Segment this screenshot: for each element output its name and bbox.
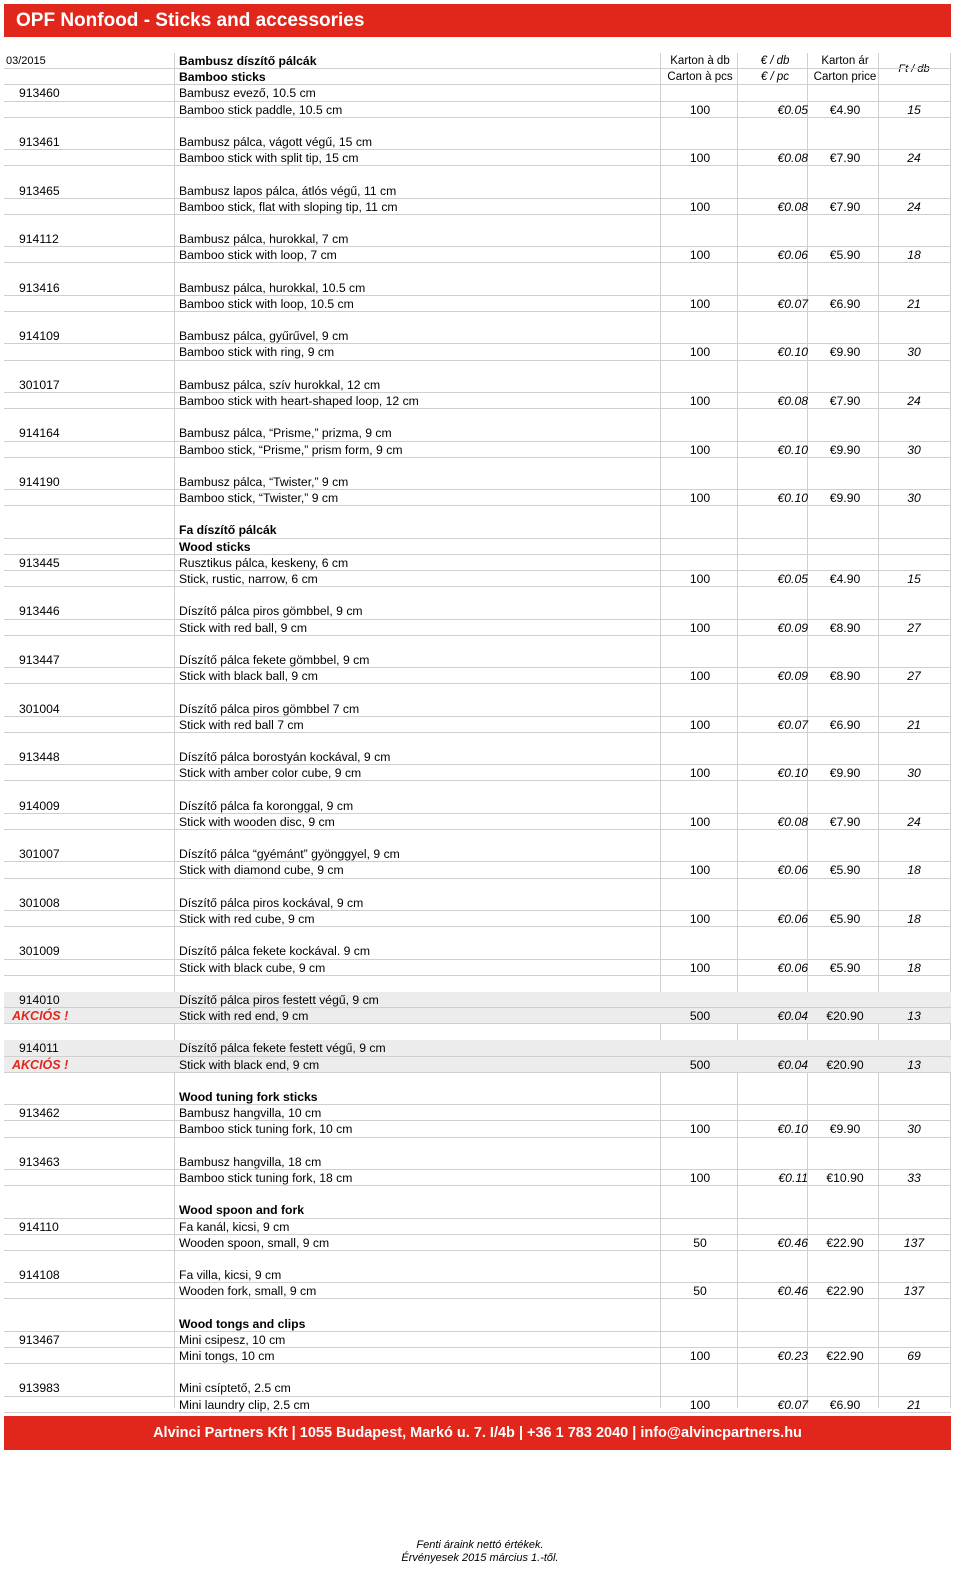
spacer-row xyxy=(4,636,951,652)
product-description: Díszítő pálca piros gömbbel 7 cm xyxy=(179,701,360,716)
spacer-row xyxy=(4,263,951,279)
product-description: Stick with red cube, 9 cm xyxy=(179,911,315,926)
carton-price: €7.90 xyxy=(829,814,861,829)
table-row xyxy=(4,1008,951,1024)
eur-per-pc: €0.10 xyxy=(777,766,808,781)
product-code: 914112 xyxy=(19,232,59,247)
table-row xyxy=(4,814,951,830)
product-code: 913462 xyxy=(19,1106,60,1121)
ft-per-pc: 27 xyxy=(907,669,921,684)
table-row xyxy=(4,344,951,360)
ft-per-pc: 18 xyxy=(907,863,921,878)
spacer-row xyxy=(4,684,951,700)
spacer-row xyxy=(4,312,951,328)
eur-per-pc: €0.07 xyxy=(777,717,808,732)
carton-price: €7.90 xyxy=(829,393,861,408)
carton-pcs: 100 xyxy=(689,1122,711,1137)
carton-price: €7.90 xyxy=(829,199,861,214)
product-description: Bamboo stick, “Twister,” 9 cm xyxy=(179,491,339,506)
sale-badge: AKCIÓS ! xyxy=(12,1009,69,1024)
product-description: Bambusz díszítő pálcák xyxy=(179,54,317,68)
carton-price: €6.90 xyxy=(829,1397,861,1412)
product-description: Bamboo stick with split tip, 15 cm xyxy=(179,151,359,166)
ft-per-pc: 15 xyxy=(907,572,921,586)
eur-per-pc: €0.10 xyxy=(777,491,808,506)
table-row xyxy=(4,280,951,296)
table-row xyxy=(4,895,951,911)
product-code: 914009 xyxy=(19,798,60,813)
eur-per-pc: €0.08 xyxy=(777,199,808,214)
carton-pcs: 100 xyxy=(689,1170,711,1185)
ft-per-pc: 30 xyxy=(907,345,921,360)
table-row xyxy=(4,652,951,668)
spacer-row xyxy=(4,733,951,749)
product-description: Bambusz pálca, “Prisme,” prizma, 9 cm xyxy=(179,426,392,441)
product-description: Bambusz lapos pálca, átlós végű, 11 cm xyxy=(179,183,397,198)
table-row xyxy=(4,992,951,1008)
table-row xyxy=(4,1105,951,1121)
table-row xyxy=(4,943,951,959)
carton-pcs: 100 xyxy=(689,491,711,506)
spacer-row xyxy=(4,927,951,943)
carton-price: Carton price xyxy=(813,71,877,84)
spacer-row xyxy=(4,1186,951,1202)
table-row xyxy=(4,393,951,409)
table-row xyxy=(4,1154,951,1170)
carton-pcs: 100 xyxy=(689,717,711,732)
carton-price: €7.90 xyxy=(829,151,861,166)
carton-price: €9.90 xyxy=(829,491,861,506)
product-code: 914190 xyxy=(19,474,60,489)
eur-per-pc: €0.07 xyxy=(777,296,808,311)
table-row xyxy=(4,960,951,976)
carton-pcs: 100 xyxy=(689,1397,711,1412)
carton-pcs: 100 xyxy=(689,572,711,586)
product-description: Bambusz pálca, hurokkal, 10.5 cm xyxy=(179,280,366,295)
ft-per-pc: 24 xyxy=(907,393,921,408)
table-row xyxy=(4,474,951,490)
carton-price: €9.90 xyxy=(829,766,861,781)
table-row xyxy=(4,846,951,862)
product-code: 301007 xyxy=(19,847,60,862)
eur-per-pc: €0.05 xyxy=(777,102,808,117)
spacer-row xyxy=(4,166,951,182)
product-description: Bambusz evező, 10.5 cm xyxy=(179,86,316,101)
eur-per-pc: €0.10 xyxy=(777,1122,808,1137)
ft-per-pc: 21 xyxy=(907,717,921,732)
table-row xyxy=(4,1267,951,1283)
eur-per-pc: €0.05 xyxy=(777,572,808,586)
table-row xyxy=(4,377,951,393)
table-row xyxy=(4,425,951,441)
product-code: 913467 xyxy=(19,1332,60,1347)
product-code: 913445 xyxy=(19,555,60,570)
ft-per-pc: 30 xyxy=(907,442,921,457)
carton-price: €5.90 xyxy=(829,863,861,878)
ft-per-pc-header: Ft / db xyxy=(898,63,930,75)
product-description: Bamboo stick, “Prisme,” prism form, 9 cm xyxy=(179,442,403,457)
table-row xyxy=(4,1121,951,1137)
product-description: Stick with black ball, 9 cm xyxy=(179,669,318,684)
ft-per-pc: 21 xyxy=(907,296,921,311)
table-row xyxy=(4,1283,951,1299)
table-row xyxy=(4,231,951,247)
ft-per-pc: 24 xyxy=(907,151,921,166)
carton-price: €8.90 xyxy=(829,669,861,684)
carton-price: €5.90 xyxy=(829,960,861,975)
carton-pcs: 50 xyxy=(693,1235,707,1250)
eur-per-pc: € / db xyxy=(760,55,790,67)
table-row xyxy=(4,701,951,717)
eur-per-pc: €0.08 xyxy=(777,814,808,829)
ft-per-pc: 30 xyxy=(907,766,921,781)
carton-pcs: 100 xyxy=(689,151,711,166)
product-description: Díszítő pálca piros kockával, 9 cm xyxy=(179,895,364,910)
carton-pcs: 100 xyxy=(689,960,711,975)
product-code: 913465 xyxy=(19,183,60,198)
product-description: Wood tuning fork sticks xyxy=(179,1090,318,1104)
table-row xyxy=(4,862,951,878)
product-description: Mini laundry clip, 2.5 cm xyxy=(179,1397,310,1412)
product-description: Stick with red end, 9 cm xyxy=(179,1009,309,1024)
section-heading-row xyxy=(4,522,951,538)
eur-per-pc: €0.06 xyxy=(777,248,808,263)
eur-per-pc: €0.23 xyxy=(777,1349,808,1363)
carton-price: €6.90 xyxy=(829,296,861,311)
product-description: Fa díszítő pálcák xyxy=(179,523,277,538)
footnote-line-2: Érvényesek 2015 március 1.-től. xyxy=(401,1552,559,1564)
product-description: Wood spoon and fork xyxy=(179,1203,305,1218)
carton-pcs: 100 xyxy=(689,442,711,457)
product-code: 914164 xyxy=(19,426,60,441)
product-description: Bambusz pálca, hurokkal, 7 cm xyxy=(179,232,349,247)
product-description: Stick with red ball 7 cm xyxy=(179,717,304,732)
table-row xyxy=(4,1397,951,1413)
table-row xyxy=(4,620,951,636)
product-description: Stick with black cube, 9 cm xyxy=(179,960,326,975)
spacer-row xyxy=(4,458,951,474)
column-header-row xyxy=(4,69,951,85)
product-description: Bamboo stick tuning fork, 10 cm xyxy=(179,1122,353,1137)
carton-pcs: Carton à pcs xyxy=(667,71,733,84)
ft-per-pc: 27 xyxy=(907,620,921,635)
carton-price: €22.90 xyxy=(826,1349,864,1363)
eur-per-pc: €0.10 xyxy=(777,345,808,360)
product-code: 913461 xyxy=(19,134,60,149)
table-row xyxy=(4,765,951,781)
product-description: Bamboo stick, flat with sloping tip, 11 cm xyxy=(179,199,398,214)
product-code: 914010 xyxy=(19,992,60,1007)
product-code: 301009 xyxy=(19,944,60,959)
carton-pcs: 100 xyxy=(689,620,711,635)
spacer-row xyxy=(4,976,951,992)
product-code: 913446 xyxy=(19,604,60,619)
product-description: Bamboo stick with heart-shaped loop, 12 cm xyxy=(179,393,419,408)
footer-contact: Alvinci Partners Kft | 1055 Budapest, Markó u. 7. I/4b | +36 1 783 2040 | info@alvincpartners.hu xyxy=(4,1416,951,1450)
column-header-row xyxy=(4,53,951,69)
carton-price: €4.90 xyxy=(829,572,861,586)
table-row xyxy=(4,442,951,458)
footnote-line-1: Fenti áraink nettó értékek. xyxy=(416,1539,544,1551)
spacer-row xyxy=(4,361,951,377)
sale-badge: AKCIÓS ! xyxy=(12,1057,69,1072)
product-description: Mini csipesz, 10 cm xyxy=(179,1332,286,1347)
product-code: 913447 xyxy=(19,652,60,667)
table-row xyxy=(4,1170,951,1186)
product-description: Stick with black end, 9 cm xyxy=(179,1057,320,1072)
product-code: 913463 xyxy=(19,1154,60,1169)
carton-price: €10.90 xyxy=(826,1170,864,1185)
spacer-row xyxy=(4,1024,951,1040)
ft-per-pc: 13 xyxy=(907,1057,921,1072)
carton-pcs: 500 xyxy=(689,1057,711,1072)
product-code: 913448 xyxy=(19,750,60,765)
table-row xyxy=(4,571,951,587)
eur-per-pc: €0.06 xyxy=(777,911,808,926)
carton-pcs: 100 xyxy=(689,814,711,829)
product-description: Bambusz hangvilla, 18 cm xyxy=(179,1154,322,1169)
product-description: Bamboo stick with ring, 9 cm xyxy=(179,345,335,360)
table-row xyxy=(4,85,951,101)
product-description: Stick with amber color cube, 9 cm xyxy=(179,766,362,781)
product-code: 913416 xyxy=(19,280,60,295)
section-heading-row xyxy=(4,539,951,555)
ft-per-pc: 18 xyxy=(907,960,921,975)
spacer-row xyxy=(4,879,951,895)
eur-per-pc: €0.09 xyxy=(777,669,808,684)
product-description: Fa kanál, kicsi, 9 cm xyxy=(179,1219,290,1234)
table-row xyxy=(4,1348,951,1364)
product-code: 914109 xyxy=(19,329,60,344)
eur-per-pc: € / pc xyxy=(760,71,790,84)
product-description: Mini tongs, 10 cm xyxy=(179,1349,275,1363)
carton-pcs: 500 xyxy=(689,1009,711,1024)
carton-pcs: 100 xyxy=(689,296,711,311)
ft-per-pc: 30 xyxy=(907,491,921,506)
product-description: Díszítő pálca fa koronggal, 9 cm xyxy=(179,798,354,813)
carton-pcs: 100 xyxy=(689,1349,711,1363)
carton-pcs: 100 xyxy=(689,345,711,360)
table-row xyxy=(4,328,951,344)
carton-price: €20.90 xyxy=(826,1009,864,1024)
spacer-row xyxy=(4,1299,951,1315)
product-description: Díszítő pálca piros gömbbel, 9 cm xyxy=(179,604,363,619)
ft-per-pc: 69 xyxy=(907,1349,921,1363)
carton-pcs: Karton à db xyxy=(670,55,730,67)
carton-price: €9.90 xyxy=(829,1122,861,1137)
product-code: 914110 xyxy=(19,1219,59,1234)
table-row xyxy=(4,102,951,118)
eur-per-pc: €0.04 xyxy=(777,1057,808,1072)
product-description: Wooden spoon, small, 9 cm xyxy=(179,1235,330,1250)
table-row xyxy=(4,183,951,199)
product-description: Wood tongs and clips xyxy=(179,1316,306,1331)
carton-price: €22.90 xyxy=(826,1284,864,1299)
product-description: Bamboo stick paddle, 10.5 cm xyxy=(179,102,343,117)
table-row xyxy=(4,603,951,619)
spacer-row xyxy=(4,409,951,425)
eur-per-pc: €0.46 xyxy=(777,1284,808,1299)
carton-price: €8.90 xyxy=(829,620,861,635)
table-row xyxy=(4,1057,951,1073)
table-row xyxy=(4,247,951,263)
carton-pcs: 100 xyxy=(689,393,711,408)
table-row xyxy=(4,911,951,927)
ft-per-pc: 15 xyxy=(907,102,921,117)
product-description: Stick with diamond cube, 9 cm xyxy=(179,863,344,878)
ft-per-pc: 21 xyxy=(907,1397,921,1412)
eur-per-pc: €0.10 xyxy=(777,442,808,457)
product-description: Bambusz pálca, vágott végű, 15 cm xyxy=(179,134,373,149)
product-description: Bambusz pálca, gyűrűvel, 9 cm xyxy=(179,329,349,344)
spacer-row xyxy=(4,830,951,846)
product-description: Díszítő pálca fekete festett végű, 9 cm xyxy=(179,1041,386,1056)
carton-price: €6.90 xyxy=(829,717,861,732)
carton-price: €4.90 xyxy=(829,102,861,117)
product-code: 301004 xyxy=(19,701,60,716)
spacer-row xyxy=(4,1073,951,1089)
table-row xyxy=(4,749,951,765)
spacer-row xyxy=(4,118,951,134)
product-description: Bambusz pálca, szív hurokkal, 12 cm xyxy=(179,377,381,392)
ft-per-pc: 24 xyxy=(907,814,921,829)
product-description: Bamboo stick tuning fork, 18 cm xyxy=(179,1170,353,1185)
product-description: Fa villa, kicsi, 9 cm xyxy=(179,1268,282,1283)
product-description: Bamboo stick with loop, 10.5 cm xyxy=(179,296,354,311)
ft-per-pc: 24 xyxy=(907,199,921,214)
carton-price: €9.90 xyxy=(829,442,861,457)
price-footnote xyxy=(0,1539,960,1565)
carton-price: €9.90 xyxy=(829,345,861,360)
section-heading-row xyxy=(4,1316,951,1332)
eur-per-pc: €0.07 xyxy=(777,1397,808,1412)
ft-per-pc: 137 xyxy=(903,1235,925,1250)
product-code: 914108 xyxy=(19,1268,60,1283)
table-row xyxy=(4,490,951,506)
product-description: Rusztikus pálca, keskeny, 6 cm xyxy=(179,555,349,570)
spacer-row xyxy=(4,781,951,797)
eur-per-pc: €0.09 xyxy=(777,620,808,635)
table-row xyxy=(4,1380,951,1396)
product-description: Bamboo stick with loop, 7 cm xyxy=(179,248,337,263)
product-description: Bambusz hangvilla, 10 cm xyxy=(179,1106,322,1121)
product-description: Bambusz pálca, “Twister,” 9 cm xyxy=(179,474,349,489)
eur-per-pc: €0.06 xyxy=(777,863,808,878)
product-description: Wooden fork, small, 9 cm xyxy=(179,1284,317,1299)
carton-price: €5.90 xyxy=(829,248,861,263)
table-row xyxy=(4,1235,951,1251)
product-description: Stick with red ball, 9 cm xyxy=(179,620,308,635)
product-description: Mini csíptető, 2.5 cm xyxy=(179,1381,291,1396)
ft-per-pc: 33 xyxy=(907,1170,921,1185)
ft-per-pc: 13 xyxy=(907,1009,921,1024)
carton-price: €20.90 xyxy=(826,1057,864,1072)
ft-per-pc: 137 xyxy=(903,1284,925,1299)
product-description: Bamboo sticks xyxy=(179,70,266,85)
product-description: Wood sticks xyxy=(179,539,251,554)
product-description: Stick, rustic, narrow, 6 cm xyxy=(179,572,318,586)
carton-price: €5.90 xyxy=(829,911,861,926)
carton-pcs: 100 xyxy=(689,248,711,263)
price-list-date: 03/2015 xyxy=(6,55,46,67)
product-description: Díszítő pálca fekete gömbbel, 9 cm xyxy=(179,652,370,667)
eur-per-pc: €0.08 xyxy=(777,151,808,166)
eur-per-pc: €0.04 xyxy=(777,1009,808,1024)
ft-per-pc: 18 xyxy=(907,248,921,263)
eur-per-pc: €0.08 xyxy=(777,393,808,408)
carton-pcs: 100 xyxy=(689,911,711,926)
ft-per-pc: 30 xyxy=(907,1122,921,1137)
carton-price: Karton ár xyxy=(821,55,869,67)
table-row xyxy=(4,1040,951,1056)
table-row xyxy=(4,1219,951,1235)
product-code: 301008 xyxy=(19,895,60,910)
product-description: Díszítő pálca borostyán kockával, 9 cm xyxy=(179,750,391,765)
eur-per-pc: €0.06 xyxy=(777,960,808,975)
spacer-row xyxy=(4,1138,951,1154)
section-heading-row xyxy=(4,1089,951,1105)
table-row xyxy=(4,555,951,571)
table-row xyxy=(4,134,951,150)
spacer-row xyxy=(4,506,951,522)
table-row xyxy=(4,1332,951,1348)
price-table xyxy=(4,53,951,1413)
carton-pcs: 100 xyxy=(689,669,711,684)
carton-pcs: 100 xyxy=(689,199,711,214)
product-description: Díszítő pálca fekete kockával. 9 cm xyxy=(179,944,371,959)
ft-per-pc: 18 xyxy=(907,911,921,926)
spacer-row xyxy=(4,587,951,603)
table-row xyxy=(4,798,951,814)
product-code: 913460 xyxy=(19,86,60,101)
carton-pcs: 100 xyxy=(689,102,711,117)
table-row xyxy=(4,296,951,312)
table-row xyxy=(4,150,951,166)
carton-pcs: 50 xyxy=(693,1284,707,1299)
eur-per-pc: €0.46 xyxy=(777,1235,808,1250)
spacer-row xyxy=(4,1251,951,1267)
product-code: 301017 xyxy=(19,377,60,392)
table-row xyxy=(4,668,951,684)
section-heading-row xyxy=(4,1202,951,1218)
table-row xyxy=(4,199,951,215)
page-title: OPF Nonfood - Sticks and accessories xyxy=(4,4,951,37)
spacer-row xyxy=(4,215,951,231)
carton-pcs: 100 xyxy=(689,766,711,781)
carton-pcs: 100 xyxy=(689,863,711,878)
product-description: Díszítő pálca “gyémánt” gyönggyel, 9 cm xyxy=(179,847,400,862)
table-row xyxy=(4,717,951,733)
carton-price: €22.90 xyxy=(826,1235,864,1250)
product-code: 914011 xyxy=(19,1041,59,1056)
product-description: Stick with wooden disc, 9 cm xyxy=(179,814,335,829)
product-description: Díszítő pálca piros festett végű, 9 cm xyxy=(179,992,379,1007)
product-code: 913983 xyxy=(19,1381,60,1396)
spacer-row xyxy=(4,1364,951,1380)
eur-per-pc: €0.11 xyxy=(778,1170,808,1185)
